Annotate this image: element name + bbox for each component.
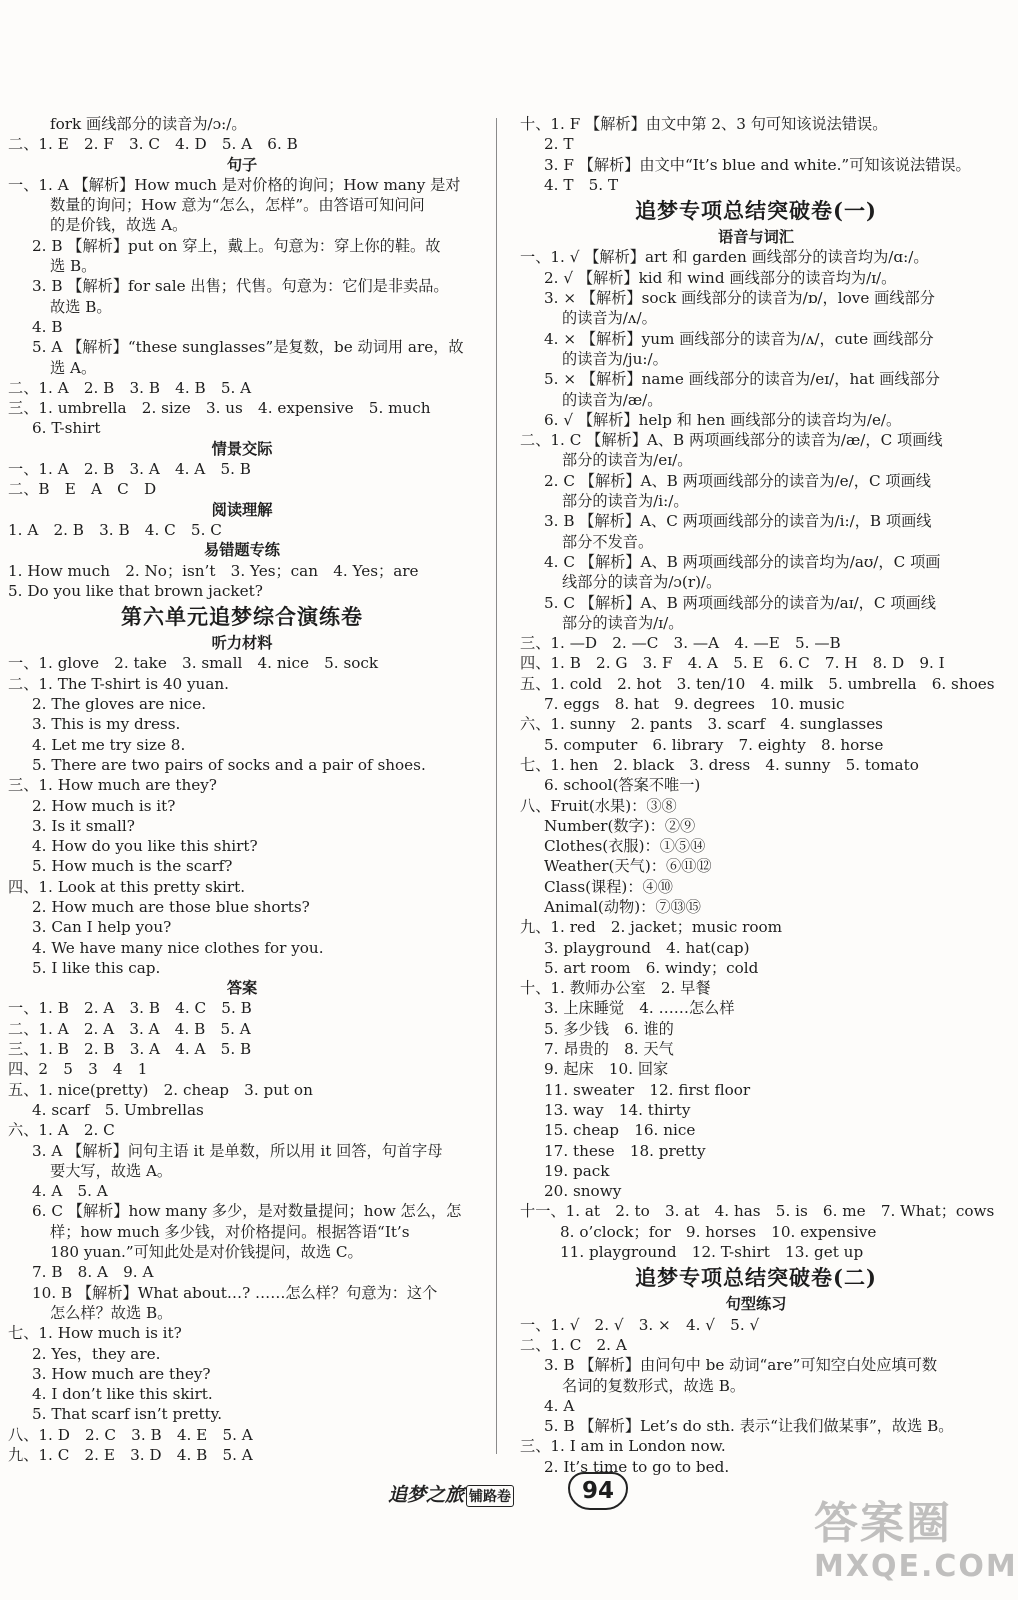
answer-line: 选 A。: [50, 358, 97, 377]
answer-line: 二、1. C 【解析】A、B 两项画线部分的读音为/æ/，C 项画线: [520, 431, 943, 450]
answer-line: 十一、1. at 2. to 3. at 4. has 5. is 6. me 7. What；cows: [520, 1202, 995, 1221]
answer-line: fork 画线部分的读音为/ɔ:/。: [50, 115, 247, 133]
section-title: 第六单元追梦综合演练卷: [121, 604, 363, 630]
answer-line: 三、1. How much are they?: [8, 776, 217, 795]
answer-line: 二、B E A C D: [8, 480, 157, 499]
answer-line: 4. B: [32, 317, 63, 336]
answer-line: 二、1. The T-shirt is 40 yuan.: [8, 674, 230, 693]
answer-line: 三、1. B 2. B 3. A 4. A 5. B: [8, 1040, 252, 1059]
section-heading: 语音与词汇: [718, 228, 794, 247]
answer-line: 一、1. A 2. B 3. A 4. A 5. B: [8, 460, 251, 479]
answer-line: 九、1. C 2. E 3. D 4. B 5. A: [8, 1446, 253, 1464]
section-heading: 情景交际: [211, 439, 273, 458]
answer-line: 六、1. A 2. C: [8, 1121, 115, 1140]
answer-line: 部分的读音为/eɪ/。: [562, 451, 693, 470]
answer-line: 5. There are two pairs of socks and a pair of shoes.: [32, 755, 426, 774]
answer-line: 3. B 【解析】由问句中 be 动词“are”可知空白处应填可数: [544, 1356, 938, 1375]
section-title: 追梦专项总结突破卷(二): [635, 1265, 877, 1291]
answer-line: 4. Let me try size 8.: [32, 735, 186, 754]
answer-line: 6. √ 【解析】help 和 hen 画线部分的读音均为/e/。: [544, 410, 902, 429]
answer-line: 十、1. F 【解析】由文中第 2、3 句可知该说法错误。: [520, 115, 888, 133]
brand-logo: [388, 1480, 514, 1507]
answer-line: 5. B 【解析】Let’s do sth. 表示“让我们做某事”，故选 B。: [544, 1417, 954, 1436]
answer-line: 11. sweater 12. first floor: [544, 1080, 751, 1099]
answer-line: 十、1. 教师办公室 2. 早餐: [520, 979, 711, 998]
answer-line: 2. √ 【解析】kid 和 wind 画线部分的读音均为/ɪ/。: [544, 268, 897, 287]
answer-line: 9. 起床 10. 回家: [544, 1060, 669, 1079]
answer-line: 5. Do you like that brown jacket?: [8, 581, 263, 600]
answer-line: 部分的读音为/i:/。: [562, 492, 689, 511]
answer-line: 八、Fruit(水果)：③⑧: [520, 796, 677, 815]
answer-line: 5. × 【解析】name 画线部分的读音为/eɪ/，hat 画线部分: [544, 370, 940, 389]
answer-line: 的是价钱，故选 A。: [50, 216, 188, 235]
answer-line: 3. This is my dress.: [32, 715, 181, 734]
answer-line: 3. playground 4. hat(cap): [544, 938, 750, 957]
answer-line: 5. I like this cap.: [32, 958, 161, 977]
section-heading: 易错题专练: [204, 541, 280, 560]
answer-line: 3. F 【解析】由文中“It’s blue and white.”可知该说法错误。: [544, 155, 971, 174]
page-number: 94: [568, 1472, 628, 1510]
answer-line: 四、1. Look at this pretty skirt.: [8, 877, 246, 896]
right-column: [520, 114, 995, 1477]
answer-line: 3. Is it small?: [32, 816, 135, 835]
answer-line: 1. A 2. B 3. B 4. C 5. C: [8, 520, 222, 539]
answer-line: 部分的读音为/ɪ/。: [562, 613, 684, 632]
section-heading: 阅读理解: [211, 500, 273, 519]
answer-line: 二、1. A 2. A 3. A 4. B 5. A: [8, 1019, 251, 1038]
answer-line: 13. way 14. thirty: [544, 1100, 691, 1119]
answer-line: 怎么样？故选 B。: [50, 1303, 173, 1322]
answer-line: 线部分的读音为/ɔ(r)/。: [562, 573, 722, 592]
answer-line: Class(课程)：④⑩: [544, 877, 673, 896]
answer-line: 三、1. I am in London now.: [520, 1437, 726, 1456]
answer-line: 一、1. A 【解析】How much 是对价格的询问；How many 是对: [8, 175, 461, 194]
column-divider: [496, 118, 497, 1454]
answer-line: 的读音为/æ/。: [562, 390, 663, 409]
answer-line: 5. A 【解析】“these sunglasses”是复数，be 动词用 are，故: [32, 338, 464, 357]
answer-line: 5. That scarf isn’t pretty.: [32, 1405, 223, 1424]
answer-line: 一、1. glove 2. take 3. small 4. nice 5. sock: [8, 654, 379, 673]
answer-line: 5. C 【解析】A、B 两项画线部分的读音为/aɪ/，C 项画线: [544, 593, 936, 612]
answer-line: 3. How much are they?: [32, 1364, 211, 1383]
answer-line: 11. playground 12. T-shirt 13. get up: [560, 1243, 864, 1262]
answer-line: 二、1. A 2. B 3. B 4. B 5. A: [8, 378, 252, 397]
answer-line: 4. How do you like this shirt?: [32, 837, 258, 856]
answer-line: Clothes(衣服)：①⑤⑭: [544, 837, 706, 856]
answer-line: 5. art room 6. windy；cold: [544, 958, 759, 977]
answer-line: 15. cheap 16. nice: [544, 1121, 696, 1140]
watermark-logo-text: 答案圈: [814, 1498, 952, 1549]
answer-line: 2. The gloves are nice.: [32, 695, 207, 714]
answer-line: 17. these 18. pretty: [544, 1141, 706, 1160]
answer-line: 6. C 【解析】how many 多少，是对数量提问；how 怎么，怎: [32, 1202, 462, 1221]
answer-line: 八、1. D 2. C 3. B 4. E 5. A: [8, 1425, 253, 1444]
answer-line: 三、1. umbrella 2. size 3. us 4. expensive 5. much: [8, 399, 431, 418]
answer-line: 3. 上床睡觉 4. ……怎么样: [544, 999, 735, 1018]
section-heading: 答案: [226, 979, 258, 998]
answer-line: 2. How much is it?: [32, 796, 176, 815]
site-watermark: [814, 1498, 1018, 1592]
answer-line: 部分不发音。: [562, 532, 654, 551]
answer-line: 180 yuan.”可知此处是对价钱提问，故选 C。: [50, 1243, 363, 1262]
answer-line: 2. Yes，they are.: [32, 1344, 161, 1363]
answer-line: 4. T 5. T: [544, 175, 619, 194]
answer-line: 4. A 5. A: [32, 1182, 108, 1201]
answer-line: 一、1. B 2. A 3. B 4. C 5. B: [8, 999, 252, 1018]
answer-line: 6. T-shirt: [32, 419, 101, 438]
answer-line: 数量的询问；How 意为“怎么，怎样”。由答语可知问问: [50, 196, 425, 215]
answer-line: 七、1. hen 2. black 3. dress 4. sunny 5. tomato: [520, 755, 919, 774]
answer-line: 故选 B。: [50, 297, 112, 316]
brand-name: 追梦之旅: [388, 1484, 465, 1506]
answer-line: 6. school(答案不唯一): [544, 776, 701, 795]
section-title: 追梦专项总结突破卷(一): [635, 198, 877, 224]
brand-sub: 铺路卷: [466, 1485, 514, 1507]
answer-line: 7. 昂贵的 8. 天气: [544, 1040, 674, 1059]
answer-line: 3. B 【解析】A、C 两项画线部分的读音为/i:/，B 项画线: [544, 512, 932, 531]
answer-line: 四、1. B 2. G 3. F 4. A 5. E 6. C 7. H 8. D 9. I: [520, 654, 945, 673]
answer-line: 2. C 【解析】A、B 两项画线部分的读音为/e/，C 项画线: [544, 471, 931, 490]
answer-line: 要大写，故选 A。: [50, 1161, 173, 1180]
answer-line: 7. eggs 8. hat 9. degrees 10. music: [544, 695, 845, 714]
answer-line: 4. We have many nice clothes for you.: [32, 938, 324, 957]
answer-line: 四、2 5 3 4 1: [8, 1060, 148, 1079]
answer-line: 2. B 【解析】put on 穿上，戴上。句意为：穿上你的鞋。故: [32, 236, 441, 255]
answer-line: Animal(动物)：⑦⑬⑮: [544, 897, 701, 916]
section-heading: 听力材料: [211, 634, 273, 653]
answer-line: 5. 多少钱 6. 谁的: [544, 1019, 674, 1038]
answer-line: 的读音为/ʌ/。: [562, 309, 657, 328]
answer-line: 3. Can I help you?: [32, 918, 172, 937]
answer-line: 4. I don’t like this skirt.: [32, 1385, 213, 1404]
answer-line: 3. A 【解析】问句主语 it 是单数，所以用 it 回答，句首字母: [32, 1141, 443, 1160]
answer-line: 20. snowy: [544, 1182, 622, 1201]
answer-line: 七、1. How much is it?: [8, 1324, 182, 1343]
answer-line: Number(数字)：②⑨: [544, 816, 696, 835]
answer-line: 3. × 【解析】sock 画线部分的读音为/ɒ/，love 画线部分: [544, 289, 935, 308]
answer-line: 九、1. red 2. jacket；music room: [520, 918, 783, 937]
answer-line: 的读音为/ju:/。: [562, 349, 668, 368]
answer-line: 一、1. √ 【解析】art 和 garden 画线部分的读音均为/ɑ:/。: [520, 248, 929, 267]
answer-line: 一、1. √ 2. √ 3. × 4. √ 5. √: [520, 1315, 760, 1334]
answer-line: 二、1. C 2. A: [520, 1335, 627, 1354]
answer-line: 2. T: [544, 135, 574, 154]
left-column: [8, 114, 476, 1465]
answer-line: 8. o’clock；for 9. horses 10. expensive: [560, 1222, 877, 1241]
answer-line: 7. B 8. A 9. A: [32, 1263, 154, 1282]
answer-line: 10. B 【解析】What about…? ……怎么样？句意为：这个: [32, 1283, 438, 1302]
answer-line: 二、1. E 2. F 3. C 4. D 5. A 6. B: [8, 135, 298, 154]
answer-line: 样；how much 多少钱，对价格提问。根据答语“It’s: [50, 1222, 410, 1241]
answer-line: 三、1. —D 2. —C 3. —A 4. —E 5. —B: [520, 634, 841, 653]
answer-line: 4. scarf 5. Umbrellas: [32, 1100, 204, 1119]
answer-line: 六、1. sunny 2. pants 3. scarf 4. sunglasses: [520, 715, 883, 734]
answer-line: 2. How much are those blue shorts?: [32, 897, 310, 916]
answer-line: 19. pack: [544, 1161, 610, 1180]
answer-line: 2. It’s time to go to bed.: [544, 1457, 730, 1476]
section-heading: 句型练习: [725, 1295, 787, 1314]
answer-line: 5. How much is the scarf?: [32, 857, 233, 876]
answer-line: 名词的复数形式，故选 B。: [562, 1376, 746, 1395]
answer-line: 选 B。: [50, 257, 97, 276]
answer-line: 五、1. nice(pretty) 2. cheap 3. put on: [8, 1080, 313, 1099]
answer-line: 3. B 【解析】for sale 出售；代售。句意为：它们是非卖品。: [32, 277, 449, 296]
answer-line: 5. computer 6. library 7. eighty 8. horse: [544, 735, 884, 754]
watermark-url: MXQE.COM: [814, 1549, 1018, 1584]
answer-line: 4. × 【解析】yum 画线部分的读音为/ʌ/，cute 画线部分: [544, 329, 934, 348]
answer-line: 五、1. cold 2. hot 3. ten/10 4. milk 5. umbrella 6. shoes: [520, 674, 995, 693]
answer-line: 4. C 【解析】A、B 两项画线部分的读音均为/aʊ/，C 项画: [544, 552, 941, 571]
answer-line: 1. How much 2. No；isn’t 3. Yes；can 4. Yes；are: [8, 561, 419, 580]
answer-line: Weather(天气)：⑥⑪⑫: [544, 857, 712, 876]
section-heading: 句子: [226, 155, 258, 174]
answer-line: 4. A: [544, 1396, 575, 1415]
